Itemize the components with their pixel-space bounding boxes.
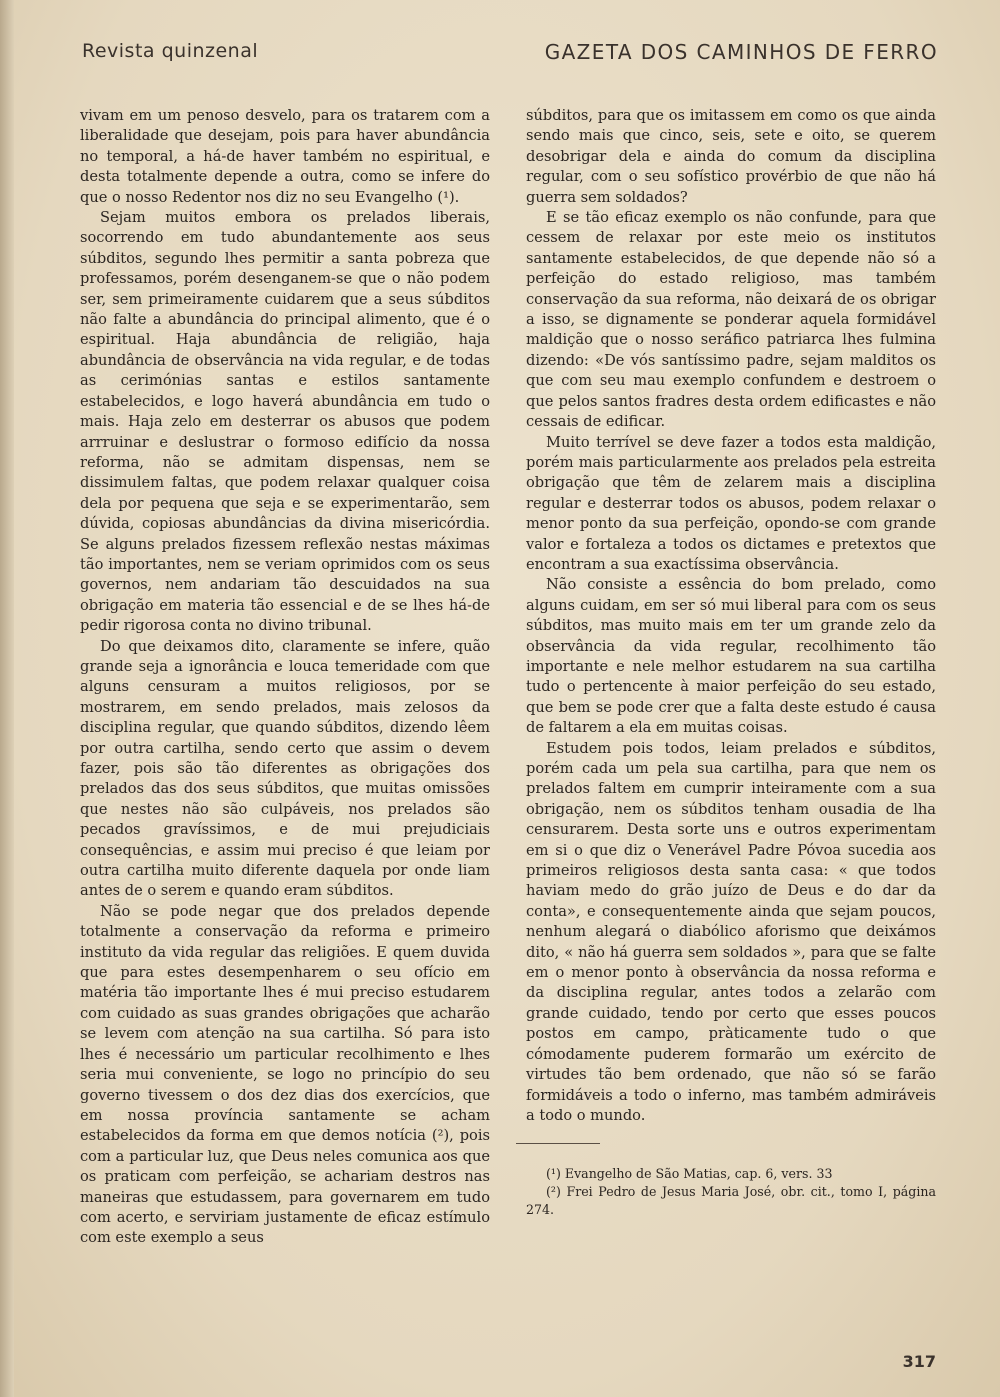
paragraph: Não consiste a essência do bom prelado, como alguns cuidam, em ser só mui liberal para com os seus súbditos, mas muito mais em ter um grande zelo da observância da vida regular, recolhimento tão importante e nele melhor estudarem na sua cartilha tudo o pertencente à maior perfeição do seu estado, que bem se pode crer que a falta deste estudo é causa de faltarem a ela em muitas coisas.	[526, 576, 936, 737]
left-column	[80, 106, 490, 1249]
header-publication-title: GAZETA DOS CAMINHOS DE FERRO	[544, 40, 938, 64]
footnotes	[526, 1165, 936, 1219]
paragraph: Do que deixamos dito, claramente se infere, quão grande seja a ignorância e louca temeridade com que alguns censuram a muitos religiosos, por se mostrarem, em sendo prelados, mais zelosos da disciplina regular, que quando súbditos, dizendo lêem por outra cartilha, sendo certo que assim o devem fazer, pois são tão diferentes as obrigações dos prelados das dos seus súbditos, que muitas omissões que nestes não são culpáveis, nos prelados são pecados gravíssimos, e de mui prejudiciais consequências, e assim mui preciso é que leiam por outra cartilha muito diferente daquela por onde liam antes de o serem e quando eram súbditos.	[80, 637, 490, 900]
paragraph: Sejam muitos embora os prelados liberais, socorrendo em tudo abundantemente aos seus súbditos, segundo lhes permitir a santa pobreza que professamos, porém desenganem-se que o não podem ser, sem primeiramente cuidarem que a seus súbditos não falte a abundância do principal alimento, que é o espiritual. Haja abundância de religião, haja abundância de observância na vida regular, e de todas as cerimónias santas e estilos santamente estabelecidos, e logo haverá abundância em tudo o mais. Haja zelo em desterrar os abusos que podem arrruinar e deslustrar o formoso edifício da nossa reforma, não se admitam dispensas, nem se dissimulem faltas, que podem relaxar qualquer coisa dela por pequena que seja e se experimentarão, sem dúvida, copiosas abundâncias da divina misericórdia. Se alguns prelados fizessem reflexão nestas máximas tão importantes, nem se veriam oprimidos com os seus governos, nem andariam tão descuidados na sua obrigação em materia tão essencial e de se lhes há-de pedir rigorosa conta no divino tribunal.	[80, 209, 490, 635]
page-number: 317	[902, 1352, 936, 1371]
paragraph: Não se pode negar que dos prelados depende totalmente a conservação da reforma e primeiro instituto da vida regular das religiões. E quem duvida que para estes desempenharem o seu ofício em matéria tão importante lhes é mui preciso estudarem com cuidado as suas grandes obrigações que acharão se levem com atenção na sua cartilha. Só para isto lhes é necessário um particular recolhimento e lhes seria mui conveniente, se logo no princípio do seu governo tivessem o dos dez dias dos exercícios, que em nossa província santamente se acham estabelecidos da forma em que demos notícia (²), pois com a particular luz, que Deus neles comunica aos que os praticam com perfeição, se achariam destros nas maneiras que estudassem, para governarem em tudo com acerto, e serviriam justamente de eficaz estímulo com este exemplo a seus	[80, 902, 490, 1247]
paragraph: Muito terrível se deve fazer a todos esta maldição, porém mais particularmente aos prelados pela estreita obrigação que têm de zelarem mais a disciplina regular e desterrar todos os abusos, podem relaxar o menor ponto da sua perfeição, opondo-se com grande valor e fortaleza a todos os dictames e pretextos que encontram a sua exactíssima observância.	[526, 433, 936, 573]
right-column	[526, 106, 936, 1126]
paragraph: súbditos, para que os imitassem em como os que ainda sendo mais que cinco, seis, sete e oito, se querem desobrigar dela e ainda do comum da disciplina regular, com o seu sofístico provérbio de que não há guerra sem soldados?	[526, 107, 936, 206]
paragraph: E se tão eficaz exemplo os não confunde, para que cessem de relaxar por este meio os institutos santamente estabelecidos, de que depende não só a perfeição do estado religioso, mas também conservação da sua reforma, não deixará de os obrigar a isso, se dignamente se ponderar aquela formidável maldição que o nosso seráfico patriarca lhes fulmina dizendo: «De vós santíssimo padre, sejam malditos os que com seu mau exemplo confundem e destroem o que pelos santos fradres desta ordem edificastes e não cessais de edificar.	[526, 209, 936, 431]
page-edge	[0, 0, 14, 1397]
footnote-divider	[516, 1143, 600, 1144]
running-header	[82, 40, 938, 70]
footnote: (²) Frei Pedro de Jesus Maria José, obr. cit., tomo I, página 274.	[526, 1184, 936, 1217]
paragraph: vivam em um penoso desvelo, para os tratarem com a liberalidade que desejam, pois para haver abundância no temporal, a há-de haver também no espiritual, e desta totalmente depende a outra, como se infere do que o nosso Redentor nos diz no seu Evangelho (¹).	[80, 107, 490, 206]
paragraph: Estudem pois todos, leiam prelados e súbditos, porém cada um pela sua cartilha, para que nem os prelados faltem em cumprir inteiramente com a sua obrigação, nem os súbditos tenham ousadia de lha censurarem. Desta sorte uns e outros experimentam em si o que diz o Venerável Padre Póvoa sucedia aos primeiros religiosos desta santa casa: « que todos haviam medo do grão juízo de Deus e do dar da conta», e consequentemente ainda que sejam poucos, nenhum alegará o diabólico aforismo que deixámos dito, « não há guerra sem soldados », para que se falte em o menor ponto à observância da nossa reforma e da disciplina regular, antes todos a zelarão com grande cuidado, tendo por certo que esses poucos postos em campo, pràticamente tudo o que cómodamente puderem formarão um exército de virtudes tão bem ordenado, que não só se farão formidáveis a todo o inferno, mas também admiráveis a todo o mundo.	[526, 739, 936, 1124]
header-publication-frequency: Revista quinzenal	[82, 40, 259, 62]
footnote: (¹) Evangelho de São Matias, cap. 6, vers. 33	[546, 1166, 833, 1181]
